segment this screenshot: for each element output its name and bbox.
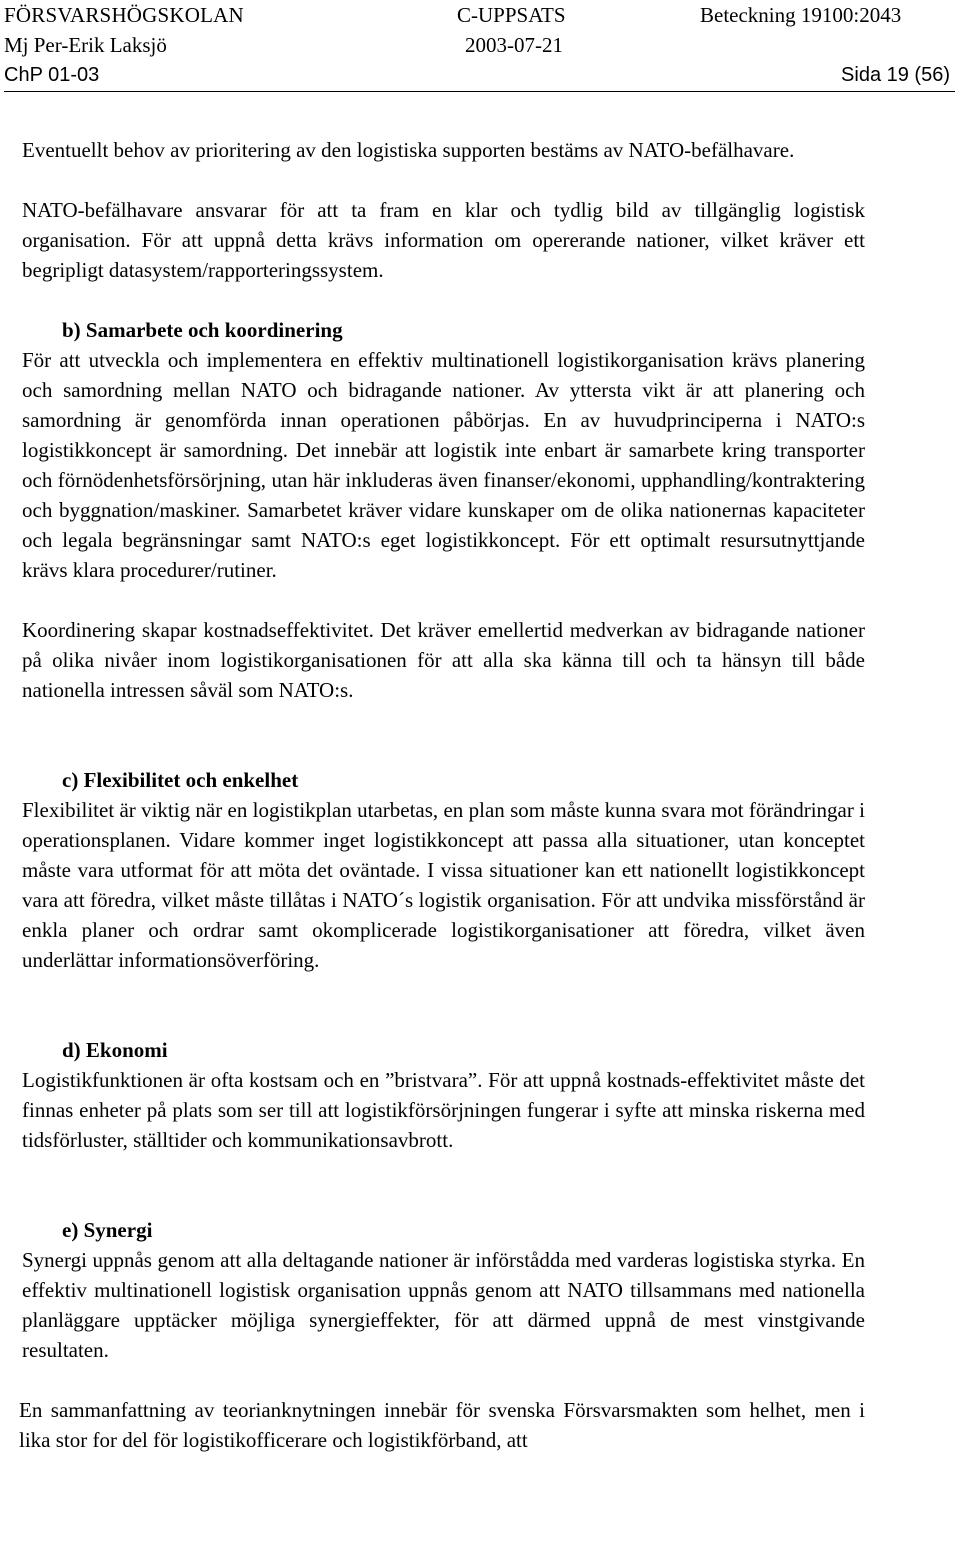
section-heading-cooperation: b) Samarbete och koordinering xyxy=(62,318,343,342)
header-author: Mj Per-Erik Laksjö xyxy=(4,33,167,57)
paragraph-economy: Logistikfunktionen är ofta kostsam och en ”bristvara”. För att uppnå kostnads-effektivitet måste det finnas enheter på plats som ser till att logistikförsörjningen fungerar i syfte att minska riskerna med tidsförluster, ställtider och kommunikationsavbrott. xyxy=(22,1068,865,1152)
header-course: ChP 01-03 xyxy=(4,64,100,86)
header-page-number: Sida 19 (56) xyxy=(841,64,950,86)
header-organization: FÖRSVARSHÖGSKOLAN xyxy=(4,3,244,27)
paragraph-flexibility: Flexibilitet är viktig när en logistikplan utarbetas, en plan som måste kunna svara mot förändringar i operationsplanen. Vidare kommer inget logistikkoncept att passa alla situationer, utan konceptet måste vara utformat för att möta det oväntade. I vissa situationer kan ett nationellt logistikkoncept vara att föredra, vilket måste tillåtas i NATO´s logistik organisation. För att undvika missförstånd är enkla planer och ordrar samt okomplicerade logistikorganisationer att föredra, vilket även underlättar informationsöverföring. xyxy=(22,798,865,972)
section-heading-economy: d) Ekonomi xyxy=(62,1038,168,1062)
header-document-type: C-UPPSATS xyxy=(457,3,566,27)
paragraph-coordination: Koordinering skapar kostnadseffektivitet. Det kräver emellertid medverkan av bidragande nationer på olika nivåer inom logistikorganisationen för att alla ska känna till och ta hänsyn till både nationella intressen såväl som NATO:s. xyxy=(22,618,865,702)
paragraph-cooperation: För att utveckla och implementera en effektiv multinationell logistikorganisation krävs planering och samordning mellan NATO och bidragande nationer. Av yttersta vikt är att planering och samordning är genomförda innan operationen påbörjas. En av huvudprinciperna i NATO:s logistikkoncept är samordning. Det innebär att logistik inte enbart är samarbete kring transporter och förnödenhetsförsörjning, utan här inkluderas även finanser/ekonomi, upphandling/kontraktering och byggnation/maskiner. Samarbetet kräver vidare kunskaper om de olika nationernas kapaciteter och legala begränsningar samt NATO:s eget logistikkoncept. För ett optimalt resursutnyttjande krävs klara procedurer/rutiner. xyxy=(22,348,865,582)
section-heading-flexibility: c) Flexibilitet och enkelhet xyxy=(62,768,299,792)
paragraph-summary: En sammanfattning av teorianknytningen innebär för svenska Försvarsmakten som helhet, men i lika stor for del för logistikofficerare och logistikförband, att xyxy=(19,1398,865,1452)
section-heading-synergy: e) Synergi xyxy=(62,1218,153,1242)
page-header xyxy=(0,0,960,92)
header-divider xyxy=(4,91,955,92)
paragraph-nato-commander: NATO-befälhavare ansvarar för att ta fram en klar och tydlig bild av tillgänglig logistisk organisation. För att uppnå detta krävs information om opererande nationer, vilket kräver ett begripligt datasystem/rapporteringssystem. xyxy=(22,198,865,282)
paragraph-synergy: Synergi uppnås genom att alla deltagande nationer är införstådda med varderas logistiska styrka. En effektiv multinationell logistisk organisation uppnås genom att NATO tillsammans med nationella planläggare upptäcker möjliga synergieffekter, för att därmed uppnå de mest vinstgivande resultaten. xyxy=(22,1248,865,1362)
paragraph-priority: Eventuellt behov av prioritering av den logistiska supporten bestäms av NATO-befälhavare. xyxy=(22,138,795,162)
document-body xyxy=(19,135,865,1455)
header-date: 2003-07-21 xyxy=(465,33,563,57)
header-reference: Beteckning 19100:2043 xyxy=(700,3,902,27)
